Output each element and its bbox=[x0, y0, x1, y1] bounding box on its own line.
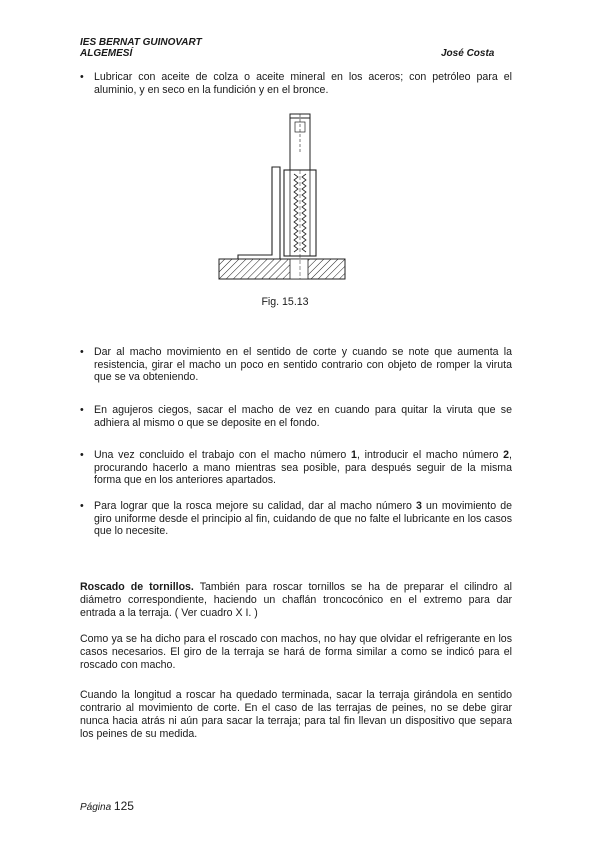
tapping-figure bbox=[216, 112, 348, 290]
bullet-third-tap bbox=[80, 500, 512, 538]
header-author: José Costa bbox=[441, 48, 495, 59]
bullet-second-tap bbox=[80, 449, 512, 487]
threaded-hole bbox=[290, 259, 308, 279]
paragraph-coolant: Como ya se ha dicho para el roscado con machos, no hay que olvidar el refrigerante en los casos necesarios. El giro de la terraja se hará de forma similar a como se indicó para el roscado con macho. bbox=[80, 633, 512, 671]
header-town: ALGEMESÍ bbox=[80, 48, 133, 59]
header-school: IES BERNAT GUINOVART bbox=[80, 37, 202, 48]
bullet-text: Lubricar con aceite de colza o aceite mineral en los aceros; con petróleo para el aluminio, y en seco en la fundición y en el bronce. bbox=[94, 71, 512, 96]
bullet-icon: • bbox=[80, 404, 84, 416]
figure-caption: Fig. 15.13 bbox=[261, 296, 309, 308]
bullet-blind-holes bbox=[80, 404, 512, 429]
tap-number-2: 2 bbox=[503, 449, 510, 461]
bullet-text: Dar al macho movimiento en el sentido de corte y cuando se note que aumenta la resistencia, girar el macho un poco en sentido contrario con objeto de romper la viruta que se va obteniendo. bbox=[94, 346, 512, 384]
section-intro: También para roscar tornillos se ha de preparar el cilindro al diámetro correspondiente, haciendo un chaflán troncocónico en el extremo para dar entrada a la terraja. ( Ver cuadro X I. ) bbox=[80, 581, 513, 619]
guide-square bbox=[238, 167, 280, 259]
bullet-icon: • bbox=[80, 346, 84, 358]
bullet-icon: • bbox=[80, 500, 84, 512]
bullet-text: Una vez concluido el trabajo con el macho número 1, introducir el macho número 2, procurando hacerlo a mano mientras sea posible, para después seguir de la misma forma que en los anteriores apartados. bbox=[94, 449, 512, 487]
section-screw-threading bbox=[80, 581, 512, 620]
tap-number-1: 1 bbox=[351, 449, 357, 461]
bullet-text: En agujeros ciegos, sacar el macho de vez en cuando para quitar la viruta que se adhiera al mismo o que se deposite en el fondo. bbox=[94, 404, 512, 429]
bullet-icon: • bbox=[80, 71, 84, 83]
page-footer bbox=[80, 799, 134, 813]
paragraph-die-removal: Cuando la longitud a roscar ha quedado terminada, sacar la terraja girándola en sentido contrario al movimiento de corte. En el caso de las terrajas de peines, no se debe girar nunca hacia atrás ni aún para sacar la terraja; para tal fin llevan un dispositivo que separa los peines de su medida. bbox=[80, 689, 512, 740]
bullet-cutting-direction bbox=[80, 346, 512, 384]
bullet-lubrication bbox=[80, 71, 512, 96]
workpiece bbox=[219, 259, 345, 279]
page-label: Página bbox=[80, 802, 112, 813]
tap-number-3: 3 bbox=[416, 500, 422, 512]
page-number: 125 bbox=[113, 799, 134, 813]
section-title: Roscado de tornillos. bbox=[80, 581, 194, 593]
bullet-icon: • bbox=[80, 449, 84, 461]
bullet-text: Para lograr que la rosca mejore su calidad, dar al macho número 3 un movimiento de giro uniforme desde el principio al fin, cuidando de que no falte el lubricante en los casos que lo necesite. bbox=[94, 500, 512, 538]
